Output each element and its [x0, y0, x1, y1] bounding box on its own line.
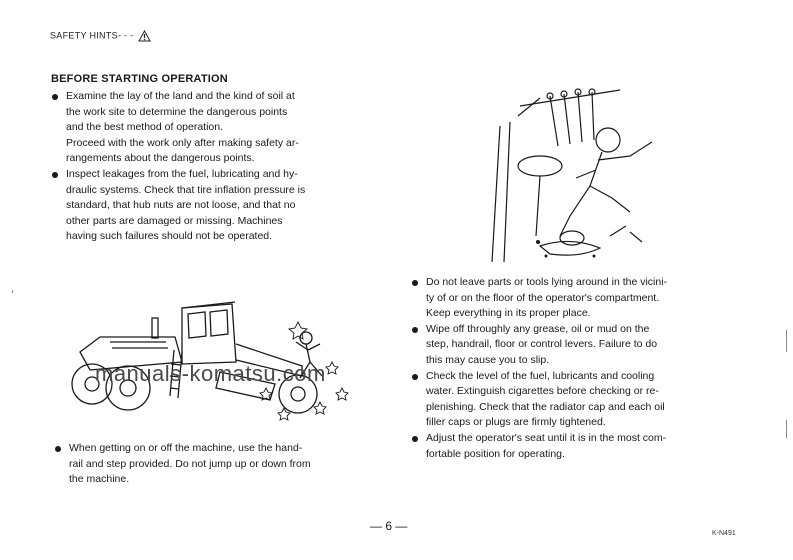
bullet-line: draulic systems. Check that tire inflation pressure is	[66, 183, 306, 196]
section-heading: BEFORE STARTING OPERATION	[51, 73, 228, 85]
right-bullet-list	[410, 275, 722, 462]
bullet-line: step, handrail, floor or control levers. Failure to do	[426, 338, 658, 351]
binding-mark	[786, 420, 787, 438]
bullet-line: having such failures should not be operated.	[66, 230, 273, 243]
bullet-line: ty of or on the floor of the operator's compartment.	[426, 291, 660, 304]
bullet-dot	[412, 374, 418, 380]
bullet-line: Wipe off throughly any grease, oil or mud on the	[426, 322, 650, 335]
bullet-line: Adjust the operator's seat until it is in the most com-	[426, 431, 667, 444]
bullet-line: filler caps or plugs are firmly tightened.	[426, 416, 606, 429]
bullet-dot	[412, 436, 418, 442]
binding-mark	[12, 290, 13, 293]
bullet-item	[410, 322, 722, 369]
bullet-line: Check the level of the fuel, lubricants and cooling	[426, 369, 655, 382]
document-code: K-N491	[712, 530, 736, 537]
bullet-line: the machine.	[69, 473, 130, 486]
page-number: — 6 —	[370, 519, 408, 533]
lower-left-bullet-list	[53, 441, 368, 488]
bullet-line: standard, that hub nuts are not loose, and that no	[66, 199, 296, 212]
header-text: SAFETY HINTS- - -	[50, 30, 134, 41]
bullet-line: Keep everything in its proper place.	[426, 307, 591, 320]
bullet-line: Examine the lay of the land and the kind of soil at	[66, 90, 295, 102]
operator-slip-illustration	[480, 86, 676, 262]
bullet-line: Do not leave parts or tools lying around in the vicini-	[426, 276, 668, 288]
left-bullet-list	[50, 89, 365, 245]
bullet-line: water. Extinguish cigarettes before checking or re-	[426, 385, 659, 398]
bullet-dot	[52, 94, 58, 100]
bullet-line: When getting on or off the machine, use the hand-	[69, 442, 303, 454]
bullet-item	[50, 167, 365, 245]
bullet-line: Inspect leakages from the fuel, lubricating and hy-	[66, 167, 298, 180]
bullet-line: and the best method of operation.	[66, 121, 224, 134]
bullet-line: the work site to determine the dangerous points	[66, 105, 288, 118]
bullet-item	[410, 369, 722, 431]
bullet-item	[410, 275, 722, 322]
bullet-line: this may cause you to slip.	[426, 353, 550, 366]
bullet-dot	[412, 327, 418, 333]
bullet-dot	[55, 446, 61, 452]
bullet-line: Proceed with the work only after making safety ar-	[66, 136, 299, 149]
motor-grader-illustration	[70, 292, 380, 424]
bullet-dot	[412, 280, 418, 286]
bullet-line: rangements about the dangerous points.	[66, 152, 255, 165]
bullet-item	[53, 441, 368, 488]
bullet-line: fortable position for operating.	[426, 447, 565, 460]
bullet-item	[50, 89, 365, 167]
watermark-text: manuals-komatsu.com	[95, 361, 326, 386]
bullet-line: other parts are damaged or missing. Machines	[66, 214, 283, 227]
binding-mark	[786, 330, 787, 352]
bullet-line: rail and step provided. Do not jump up or down from	[69, 457, 311, 470]
page-header	[50, 30, 151, 42]
bullet-dot	[52, 172, 58, 178]
bullet-line: plenishing. Check that the radiator cap and each oil	[426, 400, 665, 413]
warning-triangle-icon	[138, 30, 151, 42]
bullet-item	[410, 431, 722, 462]
